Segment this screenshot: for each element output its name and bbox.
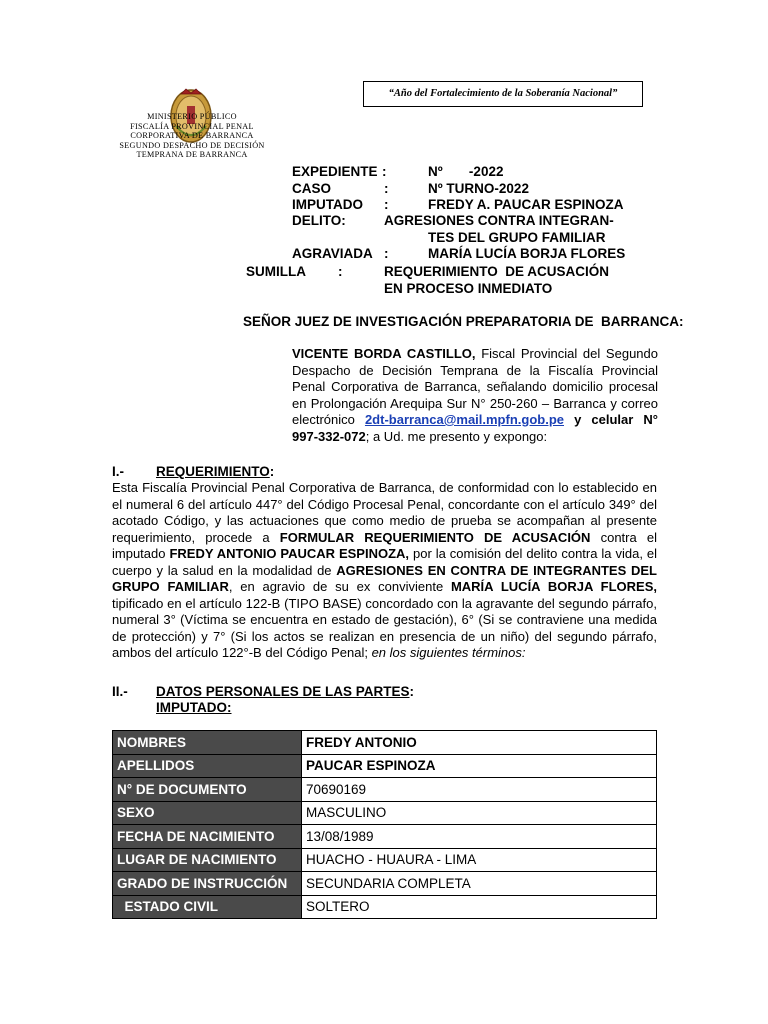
field-label: APELLIDOS bbox=[113, 754, 302, 778]
s1-text-3: por la comisión del delito contra la vida, el cuerpo y la salud en la modalidad de bbox=[112, 546, 658, 578]
office-line: FISCALÍA PROVINCIAL PENAL bbox=[130, 121, 254, 131]
table-row bbox=[113, 731, 657, 755]
delito-value-line1: AGRESIONES CONTRA INTEGRAN- bbox=[384, 213, 614, 228]
s1-bold-4: MARÍA LUCÍA BORJA FLORES, bbox=[450, 579, 658, 594]
section1-title: REQUERIMIENTO bbox=[156, 464, 270, 479]
sumilla-colon: : bbox=[338, 264, 343, 279]
table-row bbox=[113, 895, 657, 919]
table-row bbox=[113, 754, 657, 778]
email-link[interactable]: 2dt-barranca@mail.mpfn.gob.pe bbox=[364, 412, 564, 427]
motto-box bbox=[363, 81, 643, 107]
delito-label: DELITO: bbox=[292, 213, 346, 228]
imputado-value: FREDY A. PAUCAR ESPINOZA bbox=[428, 197, 624, 212]
field-value: SECUNDARIA COMPLETA bbox=[302, 872, 657, 896]
field-value: SOLTERO bbox=[302, 895, 657, 919]
s1-bold-1: FORMULAR REQUERIMIENTO DE ACUSACIÓN bbox=[279, 529, 591, 545]
motto-text: “Año del Fortalecimiento de la Soberanía Nacional” bbox=[388, 88, 618, 99]
field-label: ESTADO CIVIL bbox=[113, 895, 302, 919]
s1-italic: en los siguientes términos: bbox=[371, 645, 526, 660]
salutation: SEÑOR JUEZ DE INVESTIGACIÓN PREPARATORIA DE BARRANCA: bbox=[243, 314, 684, 329]
office-line: MINISTERIO PÚBLICO bbox=[147, 112, 237, 121]
section1-colon: : bbox=[269, 464, 275, 479]
field-value: PAUCAR ESPINOZA bbox=[302, 754, 657, 778]
expediente-colon: : bbox=[382, 164, 387, 179]
imputado-data-table bbox=[112, 730, 657, 919]
delito-value-line2: TES DEL GRUPO FAMILIAR bbox=[428, 230, 606, 245]
expediente-label: EXPEDIENTE bbox=[292, 164, 378, 179]
intro-text-3: ; a Ud. me presento y expongo: bbox=[365, 428, 548, 444]
s1-bold-3: AGRESIONES EN CONTRA DE INTEGRANTES DEL GRUPO FAMILIAR bbox=[112, 562, 658, 594]
section1-number: I.- bbox=[112, 464, 124, 479]
sumilla-value-line2: EN PROCESO INMEDIATO bbox=[384, 281, 553, 296]
field-label: NOMBRES bbox=[113, 731, 302, 755]
office-line: SEGUNDO DESPACHO DE DECISIÓN bbox=[119, 140, 265, 150]
agraviada-colon: : bbox=[384, 246, 389, 261]
expediente-value: Nº -2022 bbox=[428, 164, 504, 179]
field-value: MASCULINO bbox=[302, 801, 657, 825]
imputado-colon: : bbox=[384, 197, 389, 212]
agraviada-value: MARÍA LUCÍA BORJA FLORES bbox=[428, 246, 626, 261]
caso-value: Nº TURNO-2022 bbox=[428, 181, 529, 196]
field-label: FECHA DE NACIMIENTO bbox=[113, 825, 302, 849]
imputado-label: IMPUTADO bbox=[292, 197, 363, 212]
table-row bbox=[113, 848, 657, 872]
caso-colon: : bbox=[384, 181, 389, 196]
s1-text-1: Esta Fiscalía Provincial Penal Corporativa de Barranca, de conformidad con lo establecido en el numeral 6 del artículo 447° del Código Procesal Penal, concordante con el artículo 349° del acotado Código, y las actuaciones que como medio de prueba se acompañan al presente requerimiento, procede a bbox=[112, 480, 657, 545]
section1-paragraph bbox=[112, 480, 657, 662]
section2-title: DATOS PERSONALES DE LAS PARTES bbox=[156, 684, 410, 699]
prosecutor-name: VICENTE BORDA CASTILLO, bbox=[292, 346, 476, 361]
phone-text: y celular N° 997-332-072 bbox=[292, 412, 658, 444]
office-block bbox=[112, 112, 272, 160]
s1-bold-2: FREDY ANTONIO PAUCAR ESPINOZA, bbox=[169, 546, 410, 561]
field-value: FREDY ANTONIO bbox=[302, 731, 657, 755]
field-value: 70690169 bbox=[302, 778, 657, 802]
field-label: SEXO bbox=[113, 801, 302, 825]
s1-text-2: contra el imputado bbox=[112, 529, 657, 561]
section2-subtitle: IMPUTADO: bbox=[156, 700, 232, 715]
sumilla-label: SUMILLA bbox=[246, 264, 306, 279]
field-value: 13/08/1989 bbox=[302, 825, 657, 849]
caso-label: CASO bbox=[292, 181, 332, 196]
intro-paragraph bbox=[292, 346, 658, 445]
field-value: HUACHO - HUAURA - LIMA bbox=[302, 848, 657, 872]
table-row bbox=[113, 825, 657, 849]
table-row bbox=[113, 872, 657, 896]
intro-text-1: Fiscal Provincial del Segundo Despacho de Decisión Temprana de la Fiscalía Provincial Penal Corporativa de Barranca, señalando domicilio procesal en Prolongación Arequipa Sur N° 250-260 – Barranca y correo electrónico bbox=[292, 346, 658, 427]
field-label: GRADO DE INSTRUCCIÓN bbox=[113, 872, 302, 896]
agraviada-label: AGRAVIADA bbox=[292, 246, 373, 261]
sumilla-value-line1: REQUERIMIENTO DE ACUSACIÓN bbox=[384, 264, 610, 279]
office-line: CORPORATIVA DE BARRANCA bbox=[130, 131, 254, 141]
section2-heading bbox=[156, 683, 414, 700]
table-row bbox=[113, 801, 657, 825]
field-label: N° DE DOCUMENTO bbox=[113, 778, 302, 802]
table-row bbox=[113, 778, 657, 802]
s1-text-5: tipificado en el artículo 122-B (TIPO BASE) concordado con la agravante del segundo párrafo, numeral 3° (Víctima se encuentra en estado de gestación), 6° (Si se contraviene una medida de protección) y 7° (Si los actos se realizan en presencia de un niño) del segundo párrafo, ambos del artículo 122°-B del Código Penal; bbox=[112, 595, 657, 660]
section1-heading bbox=[156, 463, 274, 480]
s1-text-4: , en agravio de su ex conviviente bbox=[228, 579, 451, 594]
section2-colon: : bbox=[409, 684, 415, 699]
office-line: TEMPRANA DE BARRANCA bbox=[136, 150, 248, 160]
field-label: LUGAR DE NACIMIENTO bbox=[113, 848, 302, 872]
section2-number: II.- bbox=[112, 684, 128, 699]
